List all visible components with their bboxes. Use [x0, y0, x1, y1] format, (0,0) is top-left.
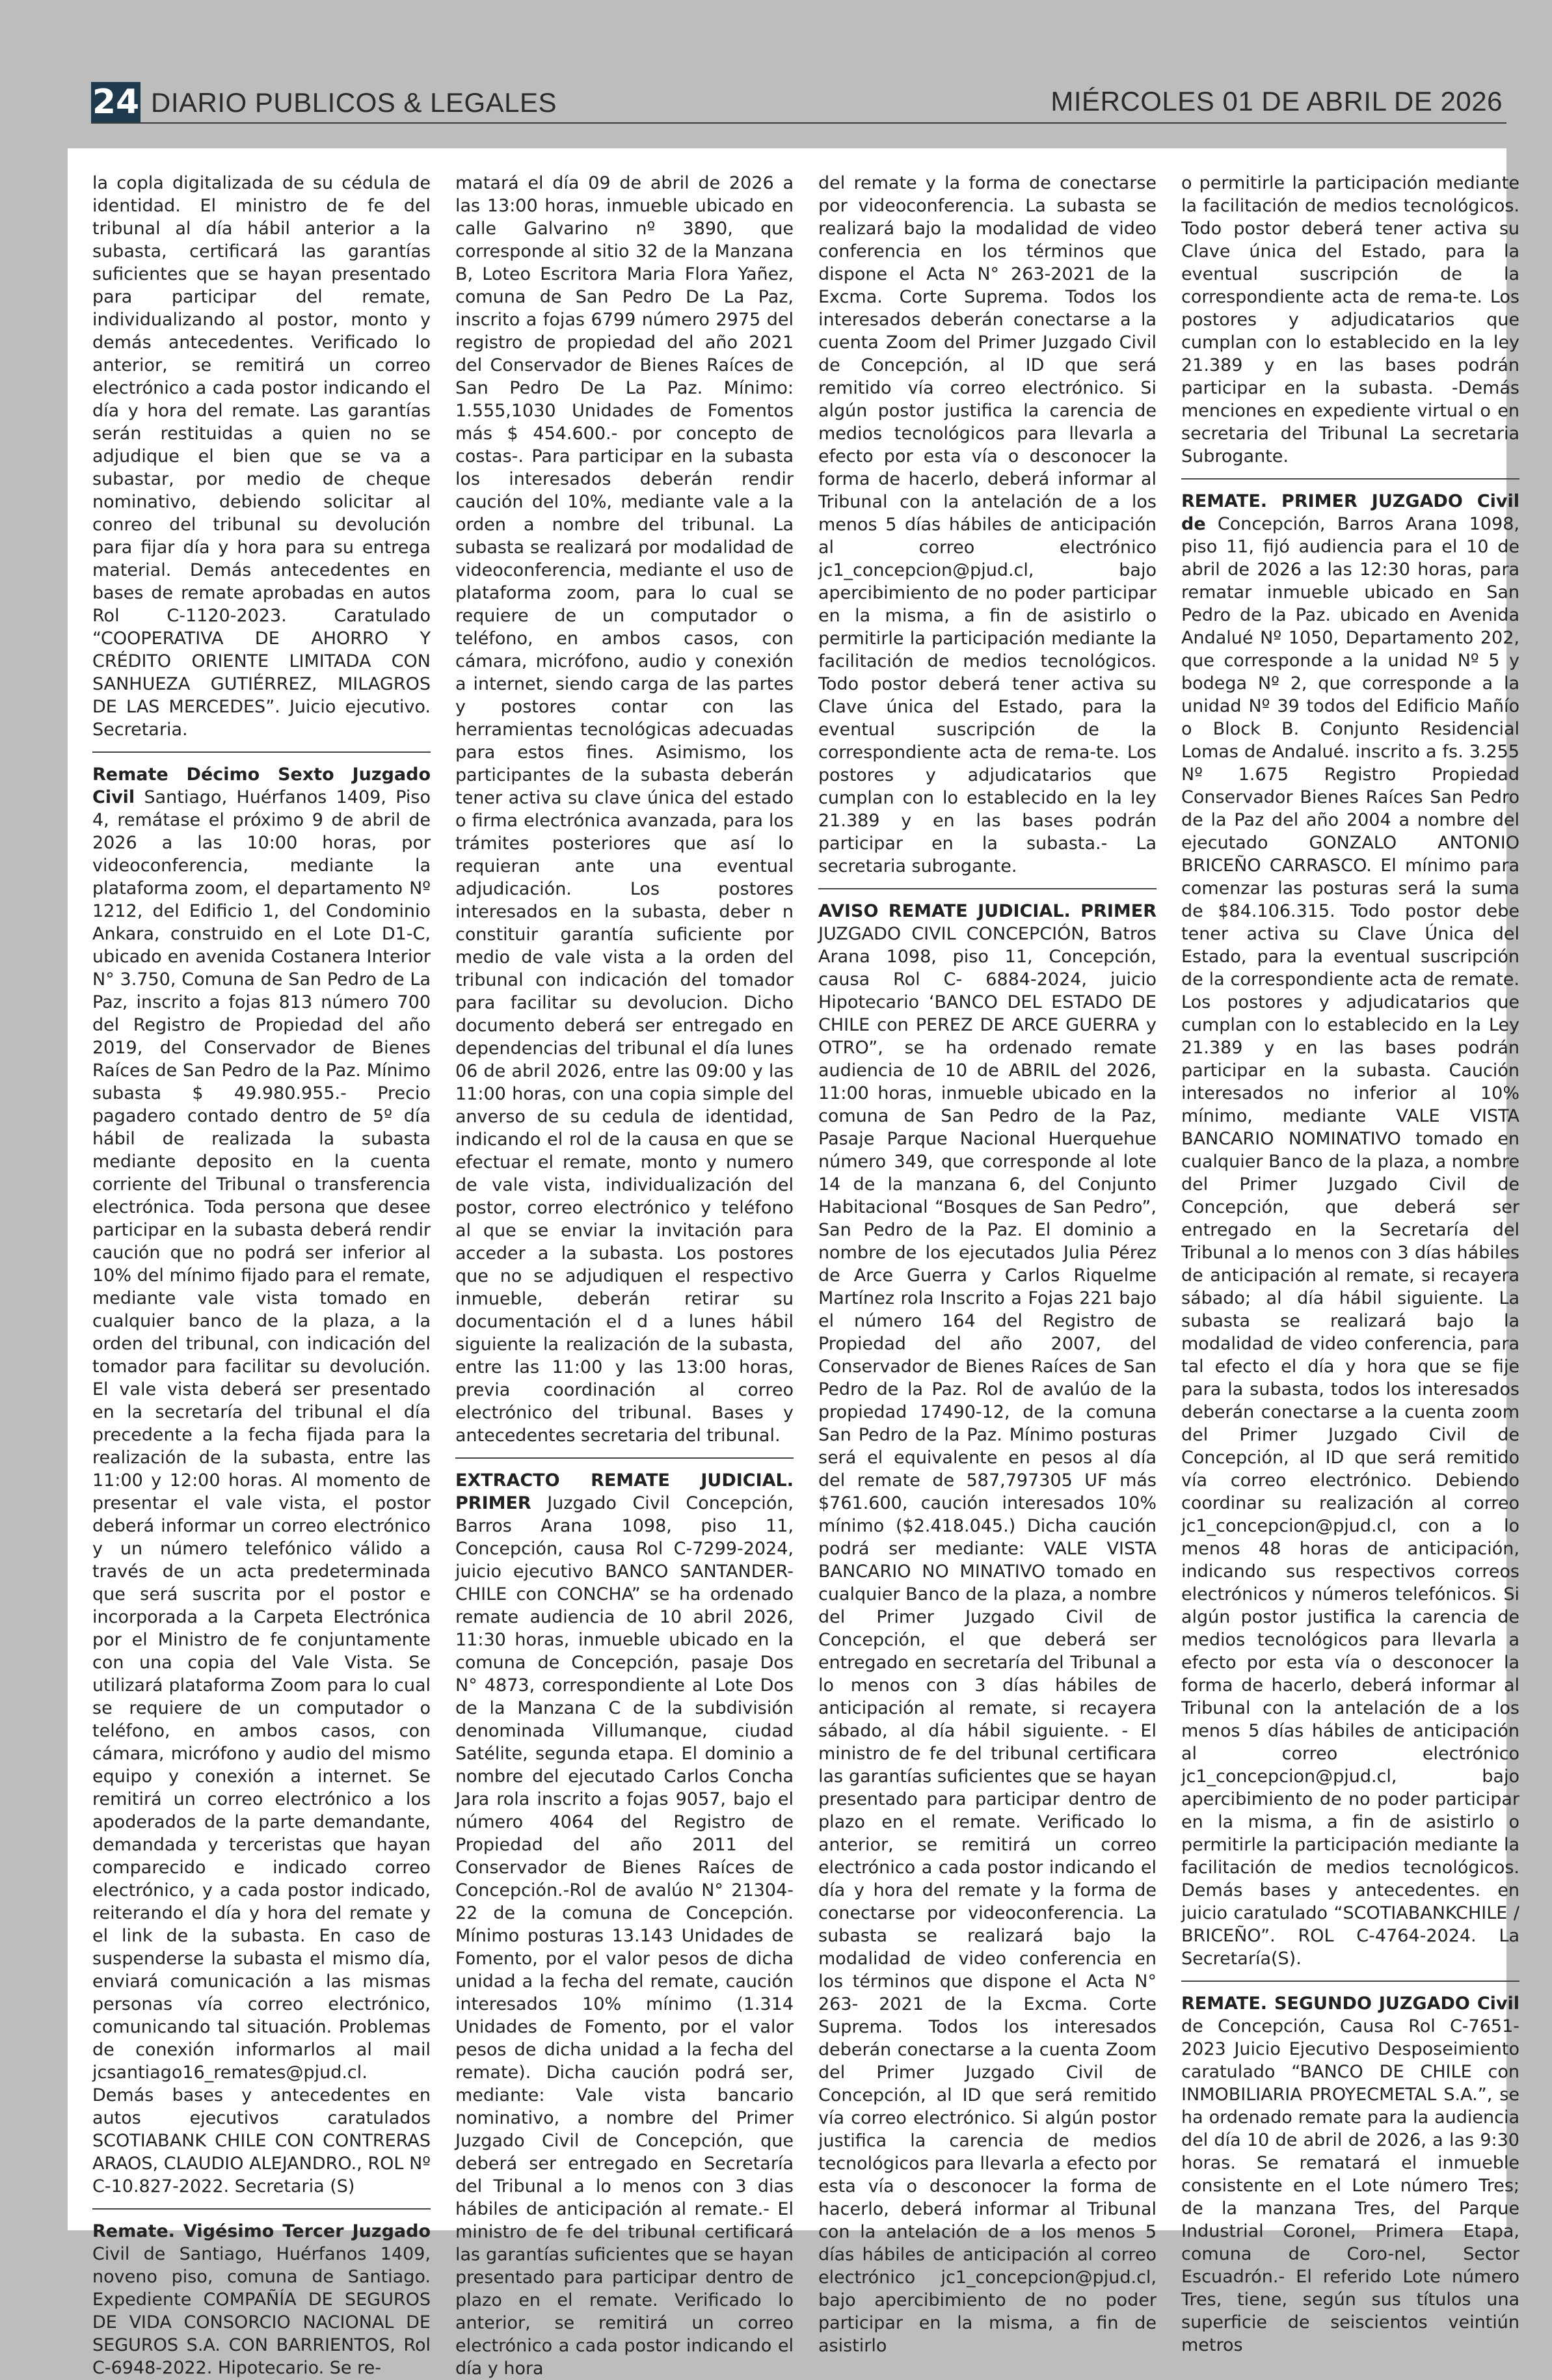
notice-text	[92, 2220, 431, 2379]
notice-text	[818, 172, 1157, 878]
notice-body: o permitirle la participación mediante la facilitación de medios tecnológicos. Todo postor deberá tener activa su Clave única del Estado, para la eventual suscripción de la correspondiente acta de rema-te. Los postores y adjudicatarios que cumplan con lo establecido en la ley 21.389 y en las bases podrán participar en la subasta. -Demás menciones en expediente virtual o en secretaria del Tribunal La secretaria Subrogante.	[1181, 173, 1519, 467]
notice-text	[818, 900, 1157, 2357]
notice-text	[455, 172, 794, 1447]
notice-body: Concepción, Barros Arana 1098, piso 11, fijó audiencia para el 10 de abril de 2026 a las 12:30 horas, para rematar inmueble ubicado en San Pedro de la Paz. ubicado en Avenida Andalué Nº 1050, Departamento 202, que corresponde a la unidad Nº 5 y bodega Nº 2, que corresponde a la unidad Nº 39 todos del Edificio Mañío o Block B. Conjunto Residencial Lomas de Andalué. inscrito a fs. 3.255 Nº 1.675 Registro Propiedad Conservador Bienes Raíces San Pedro de la Paz del año 2004 a nombre del ejecutado GONZALO ANTONIO BRICEÑO CARRASCO. El mínimo para comenzar las posturas será la suma de $84.106.315. Todo postor debe tener activa su Clave Única del Estado, para la eventual suscripción de la correspondiente acta de remate. Los postores y adjudicatarios que cumplan con lo establecido en la Ley 21.389 y en las bases podrán participar en la subasta. Caución interesados no inferior al 10% mínimo, mediante VALE VISTA BANCARIO NOMINATIVO tomado en cualquier Banco de la plaza, a nombre del Primer Juzgado Civil de Concepción, que deberá ser entregado en la Secretaría del Tribunal a lo menos con 3 días hábiles de anticipación al remate, si recayera sábado; al día hábil siguiente. La subasta se realizará bajo la modalidad de video conferencia, para tal efecto el día y hora que se fije para la subasta, todos los interesados deberán conectarse a la cuenta zoom del Primer Juzgado Civil de Concepción, al ID que será remitido vía correo electrónico. Debiendo coordinar su realización al correo jc1_concepcion@pjud.cl, con a lo menos 48 horas de anticipación, indicando sus respectivos correos electrónicos y números telefónicos. Si algún postor justifica la carencia de medios tecnológicos para llevarla a efecto por esta vía o desconocer la forma de hacerlo, deberá informar al Tribunal con la antelación de a los menos 5 días hábiles de anticipación al correo electrónico jc1_concepcion@pjud.cl, bajo apercibimiento de no poder participar en la misma, a fin de asistirlo o permitirle la participación mediante la facilitación de medios tecnológicos. Demás bases y antecedentes. en juicio caratulado “SCOTIABANKCHILE / BRICEÑO”. ROL C-4764-2024. La Secretaría(S).	[1181, 514, 1519, 1969]
notice	[92, 2208, 431, 2379]
column-3	[818, 172, 1157, 2356]
page-number: 24	[92, 83, 140, 122]
notice-body: Juzgado Civil Concepción, Barros Arana 1098, piso 11, Concepción, causa Rol C-7299-2024, juicio ejecutivo BANCO SANTANDER-CHILE con CONCHA” se ha ordenado remate audiencia de 10 abril 2026, 11:30 horas, inmueble ubicado en la comuna de Concepción, pasaje Dos N° 4873, correspondiente al Lote Dos de la Manzana C de la subdivisión denominada Villumanque, ciudad Satélite, segunda etapa. El dominio a nombre del ejecutado Carlos Concha Jara rola inscrito a fojas 9057, bajo el número 4064 del Registro de Propiedad del año 2011 del Conservador de Bienes Raíces de Concepción.-Rol de avalúo N° 21304-22 de la comuna de Concepción. Mínimo posturas 13.143 Unidades de Fomento, por el valor pesos de dicha unidad a la fecha del remate, caución interesados 10% mínimo (1.314 Unidades de Fomento, por el valor pesos de dicha unidad a la fecha del remate). Dicha caución podrá ser, mediante: Vale vista bancario nominativo, a nombre del Primer Juzgado Civil de Concepción, que deberá ser entregado en Secretaría del Tribunal a lo menos con 3 dias hábiles de anticipación al remate.- El ministro de fe del tribunal certificará las garantías suficientes que se hayan presentado para participar dentro de plazo en el remate. Verificado lo anterior, se remitirá un correo electrónico a cada postor indicando el día y hora	[455, 1493, 794, 2379]
publication-date: MIÉRCOLES 01 DE ABRIL DE 2026	[1050, 86, 1503, 116]
notice	[455, 1457, 794, 2380]
notice-text	[1181, 1992, 1519, 2357]
page-content	[68, 148, 1519, 2379]
column-1	[92, 172, 431, 2378]
notice-body: Santiago, Huérfanos 1409, Piso 4, remátase el próximo 9 de abril de 2026 a las 10:00 horas, por videoconferencia, mediante la plataforma zoom, el departamento Nº 1212, del Edificio 1, del Condominio Ankara, construido en el Lote D1-C, ubicado en avenida Costanera Interior N° 3.750, Comuna de San Pedro de La Paz, inscrito a fojas 813 número 700 del Registro de Propiedad del año 2019, del Conservador de Bienes Raíces de San Pedro de la Paz. Mínimo subasta $ 49.980.955.- Precio pagadero contado dentro de 5º día hábil de realizada la subasta mediante deposito en la cuenta corriente del Tribunal o transferencia electrónica. Toda persona que desee participar en la subasta deberá rendir caución que no podrá ser inferior al 10% del mínimo fijado para el remate, mediante vale vista tomado en cualquier banco de la plaza, a la orden del tribunal, con indicación del tomador para facilitar su devolución. El vale vista deberá ser presentado en la secretaría del tribunal el día precedente a la fecha fijada para la realización de la subasta, entre las 11:00 y 12:00 horas. Al momento de presentar el vale vista, el postor deberá informar un correo electrónico y un número telefónico válido a través de un acta predeterminada que será suscrita por el postor e incorporada a la Carpeta Electrónica por el Ministro de fe conjuntamente con una copia del Vale Vista. Se utilizará plataforma Zoom para lo cual se requiere de un computador o teléfono, en ambos casos, con cámara, micrófono y audio del mismo equipo y conexión a internet. Se remitirá un correo electrónico a los apoderados de la parte demandante, demandada y terceristas que hayan comparecido e indicado correo electrónico, y a cada postor indicado, reiterando el día y hora del remate y el link de la subasta. En caso de suspenderse la subasta el mismo día, enviará comunicación a las mismas personas vía correo electrónico, comunicando tal situación. Problemas de conexión informarlos al mail jcsantiago16_remates@pjud.cl. Demás bases y antecedentes en autos ejecutivos caratulados SCOTIABANK CHILE CON CONTRERAS ARAOS, CLAUDIO ALEJANDRO., ROL Nº C-10.827-2022. Secretaria (S)	[92, 787, 431, 2197]
notice	[455, 172, 794, 1447]
page-header	[91, 82, 1506, 124]
notice-text	[1181, 490, 1519, 1970]
notice	[92, 751, 431, 2198]
notice-heading: REMATE. SEGUNDO JUZGADO Civil	[1181, 1994, 1519, 2014]
notice-text	[92, 172, 431, 741]
notice-heading: REMATE. PRIMER JUZGADO Civil de	[1181, 491, 1519, 534]
notice-body: la copla digitalizada de su cédula de identidad. El ministro de fe del tribunal al día hábil anterior a la subasta, certificará las garantías suficientes que se hayan presentado para participar del remate, individualizando al postor, monto y demás antecedentes. Verificado lo anterior, se remitirá un correo electrónico a cada postor indicando el día y hora del remate. Las garantías serán restituidas a quien no se adjudique el bien que se va a subastar, por medio de cheque nominativo, debiendo solicitar al conreo del tribunal su devolución para fijar día y hora para su entrega material. Demás antecedentes en bases de remate aprobadas en autos Rol C-1120-2023. Caratulado “COOPERATIVA DE AHORRO Y CRÉDITO ORIENTE LIMITADA CON SANHUEZA GUTIÉRREZ, MILAGROS DE LAS MERCEDES”. Juicio ejecutivo. Secretaria.	[92, 173, 431, 740]
notice-heading: AVISO REMATE JUDICIAL. PRIMER	[818, 901, 1157, 921]
notice-body: matará el día 09 de abril de 2026 a las 13:00 horas, inmueble ubicado en calle Galvarino nº 3890, que corresponde al sitio 32 de la Manzana B, Loteo Escritora Maria Flora Yañez, comuna de San Pedro De La Paz, inscrito a fojas 6799 número 2975 del registro de propiedad del año 2021 del Conservador de Bienes Raíces de San Pedro De La Paz. Mínimo: 1.555,1030 Unidades de Fomentos más $ 454.600.- por concepto de costas-. Para participar en la subasta los interesados deberán rendir caución del 10%, mediante vale a la orden a nombre del tribunal. La subasta se realizará por modalidad de videoconferencia, mediante el uso de plataforma zoom, para lo cual se requiere de un computador o teléfono, en ambos casos, con cámara, micrófono, audio y conexión a internet, siendo carga de las partes y postores contar con las herramientas tecnológicas adecuadas para estos fines. Asimismo, los participantes de la subasta deberán tener activa su clave única del estado o firma electrónica avanzada, para los trámites posteriores que así lo requieran ante una eventual adjudicación. Los postores interesados en la subasta, deber n constituir garantía suficiente por medio de vale vista a la orden del tribunal con indicación del tomador para facilitar su devolucion. Dicho documento deberá ser entregado en dependencias del tribunal el día lunes 06 de abril 2026, entre las 09:00 y las 11:00 horas, con una copia simple del anverso de su cedula de identidad, indicando el rol de la causa en que se efectuar el remate, monto y numero de vale vista, individualización del postor, correo electrónico y teléfono al que se enviar la invitación para acceder a la subasta. Los postores que no se adjudiquen el respectivo inmueble, deberán retirar su documentación el d a lunes hábil siguiente la realización de la subasta, entre las 11:00 y las 13:00 horas, previa coordinación al correo electrónico del tribunal. Bases y antecedentes secretaria del tribunal.	[455, 173, 794, 1446]
notice-text	[1181, 172, 1519, 468]
notice	[1181, 1981, 1519, 2357]
notice	[92, 172, 431, 741]
notice-text	[455, 1469, 794, 2380]
column-2	[455, 172, 794, 2379]
notice-body: JUZGADO CIVIL CONCEPCIÓN, Batros Arana 1098, piso 11, Concepción, causa Rol C- 6884-2024, juicio Hipotecario ‘BANCO DEL ESTADO DE CHILE con PEREZ DE ARCE GUERRA y OTRO”, se ha ordenado remate audiencia de 10 de ABRIL del 2026, 11:00 horas, inmueble ubicado en la comuna de San Pedro de la Paz, Pasaje Parque Nacional Huerquehue número 349, que corresponde al lote 14 de la manzana 6, del Conjunto Habitacional “Bosques de San Pedro”, San Pedro de la Paz. El dominio a nombre de los ejecutados Julia Pérez de Arce Guerra y Carlos Riquelme Martínez rola Inscrito a Fojas 221 bajo el número 164 del Registro de Propiedad del año 2007, del Conservador de Bienes Raíces de San Pedro de la Paz. Rol de avalúo de la propiedad 17490-12, de la comuna San Pedro de la Paz. Mínimo posturas será el equivalente en pesos al día del remate de 587,797305 UF más $761.600, caución interesados 10% mínimo ($2.418.045.) Dicha caución podrá ser mediante: VALE VISTA BANCARIO NO MINATIVO tomado en cualquier Banco de la plaza, a nombre del Primer Juzgado Civil de Concepción, el que deberá ser entregado en secretaría del Tribunal a lo menos con 3 días hábiles de anticipación al remate, si recayera sábado, al día hábil siguiente. - El ministro de fe del tribunal certificara las garantías suficientes que se hayan presentado para participar dentro de plazo en el remate. Verificado lo anterior, se remitirá un correo electrónico a cada postor indicando el día y hora del remate y la forma de conectarse por videoconferencia. La subasta se realizará bajo la modalidad de video conferencia en los términos que dispone el Acta N° 263- 2021 de la Excma. Corte Suprema. Todos los interesados deberán conectarse a la cuenta Zoom del Primer Juzgado Civil de Concepción, al ID que será remitido vía correo electrónico. Si algún postor justifica la carencia de medios tecnológicos para llevarla a efecto por esta vía o desconocer la forma de hacerlo, deberá informar al Tribunal con la antelación de a los menos 5 días hábiles de anticipación al correo electrónico jc1_concepcion@pjud.cl, bajo apercibimiento de no poder participar en la misma, a fin de asistirlo	[818, 924, 1157, 2356]
notice-heading: Remate Décimo Sexto Juzgado Civil	[92, 764, 431, 807]
column-4	[1181, 172, 1519, 2355]
notice-body: Civil de Santiago, Huérfanos 1409, noveno piso, comuna de Santiago. Expediente COMPAÑÍA DE SEGUROS DE VIDA CONSORCIO NACIONAL DE SEGUROS S.A. CON BARRIENTOS, Rol C-6948-2022. Hipotecario. Se re-	[92, 2244, 431, 2378]
notice	[818, 888, 1157, 2357]
notice	[1181, 172, 1519, 468]
notice	[818, 172, 1157, 878]
notice	[1181, 478, 1519, 1970]
notice-body: de Concepción, Causa Rol C-7651-2023 Juicio Ejecutivo Desposeimiento caratulado “BANCO DE CHILE con INMOBILIARIA PROYECMETAL S.A.”, se ha ordenado remate para la audiencia del día 10 de abril de 2026, a las 9:30 horas. Se rematará el inmueble consistente en el Lote número Tres; de la manzana Tres, del Parque Industrial Coronel, Primera Etapa, comuna de Coro-nel, Sector Escuadrón.- El referido Lote número Tres, tiene, según sus títulos una superficie de seiscientos veintiún metros	[1181, 2016, 1519, 2355]
notice-heading: EXTRACTO REMATE JUDICIAL. PRIMER	[455, 1470, 794, 1513]
notice-text	[92, 763, 431, 2198]
notice-body: del remate y la forma de conectarse por videoconferencia. La subasta se realizará bajo la modalidad de video conferencia en los términos que dispone el Acta N° 263-2021 de la Excma. Corte Suprema. Todos los interesados deberán conectarse a la cuenta Zoom del Primer Juzgado Civil de Concepción, al ID que será remitido vía correo electrónico. Si algún postor justifica la carencia de medios tecnológicos para llevarla a efecto por esta vía o desconocer la forma de hacerlo, deberá informar al Tribunal con la antelación de a los menos 5 días hábiles de anticipación al correo electrónico jc1_concepcion@pjud.cl, bajo apercibimiento de no poder participar en la misma, a fin de asistirlo o permitirle la participación mediante la facilitación de medios tecnológicos. Todo postor deberá tener activa su Clave única del Estado, para la eventual suscripción de la correspondiente acta de rema-te. Los postores y adjudicatarios que cumplan con lo establecido en la ley 21.389 y en las bases podrán participar en la subasta.- La secretaria subrogante.	[818, 173, 1157, 876]
notice-heading: Remate. Vigésimo Tercer Juzgado	[92, 2221, 431, 2241]
publication-name: DIARIO PUBLICOS & LEGALES	[151, 87, 557, 118]
